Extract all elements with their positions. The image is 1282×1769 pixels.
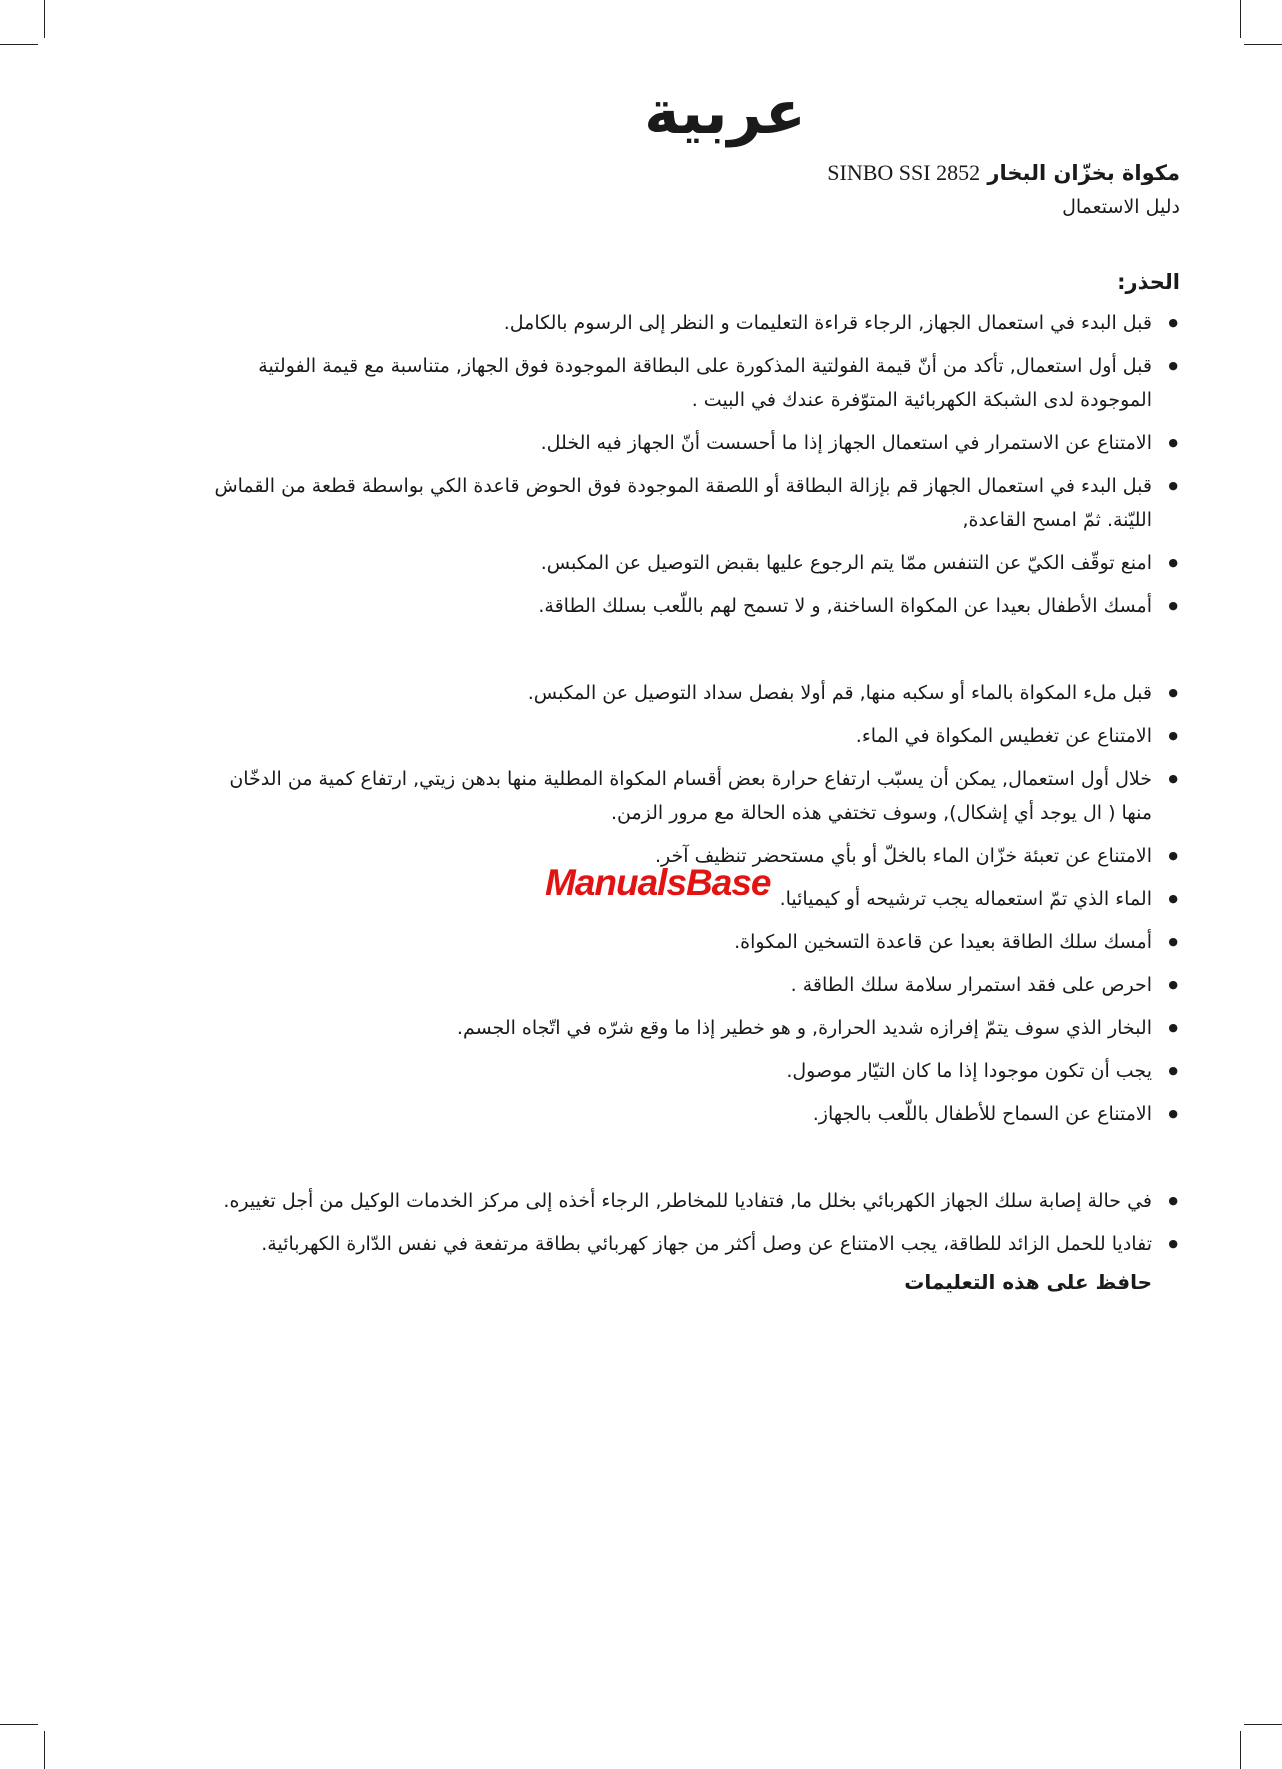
watermark-logo: ManualsBase — [545, 862, 771, 903]
product-line — [200, 160, 1180, 186]
manual-subtitle: دليل الاستعمال — [1062, 196, 1180, 218]
crop-mark-bottom-right-h — [1244, 1724, 1282, 1725]
warning-heading: الحذر: — [1117, 270, 1180, 294]
list-item: ● الامتناع عن تعبئة خزّان الماء بالخلّ أو بأي مستحضر تنظيف آخر. — [200, 839, 1180, 873]
list-item: ● في حالة إصابة سلك الجهاز الكهربائي بخلل ما, فتفاديا للمخاطر, الرجاء أخذه إلى مركز الخدمات الوكيل من أجل تغييره. — [200, 1184, 1180, 1218]
list-item: ● خلال أول استعمال, يمكن أن يسبّب ارتفاع حرارة بعض أقسام المكواة المطلية منها بدهن زيتي, ارتفاع كمية من الدخّان منها ( ال يوجد أي إشكال), وسوف تختفي هذه الحالة مع مرور الزمن. — [200, 762, 1180, 830]
list-item: ● أمسك الأطفال بعيدا عن المكواة الساخنة, و لا تسمح لهم باللّعب بسلك الطاقة. — [200, 589, 1180, 623]
footer-note: حافظ على هذه التعليمات — [904, 1270, 1152, 1294]
crop-mark-bottom-left — [44, 1731, 45, 1769]
list-item: ● الامتناع عن الاستمرار في استعمال الجهاز إذا ما أحسست أنّ الجهاز فيه الخلل. — [200, 426, 1180, 460]
warning-list-1 — [200, 306, 1180, 623]
list-item: ● يجب أن تكون موجودا إذا ما كان التيّار موصول. — [200, 1054, 1180, 1088]
list-item: ● قبل ملء المكواة بالماء أو سكبه منها, قم أولا بفصل سداد التوصيل عن المكبس. — [200, 676, 1180, 710]
crop-mark-bottom-right — [1240, 1731, 1241, 1769]
list-item: ● الامتناع عن تغطيس المكواة في الماء. — [200, 719, 1180, 753]
warning-list-3 — [200, 1184, 1180, 1261]
crop-mark-bottom-left-h — [0, 1724, 38, 1725]
list-item: ● قبل أول استعمال, تأكد من أنّ قيمة الفولتية المذكورة على البطاقة الموجودة فوق الجهاز, متناسبة مع قيمة الفولتية الموجودة لدى الشبكة الكهربائية المتوّفرة عندك في البيت . — [200, 349, 1180, 417]
crop-mark-top-right — [1240, 0, 1241, 38]
spacer — [200, 1140, 1180, 1184]
list-item: ● امنع توقّف الكيّ عن التنفس ممّا يتم الرجوع عليها بقبض التوصيل عن المكبس. — [200, 546, 1180, 580]
spacer — [200, 632, 1180, 676]
list-item: ● الماء الذي تمّ استعماله يجب ترشيحه أو كيميائيا. — [200, 882, 1180, 916]
page-title: عربية — [644, 78, 806, 148]
crop-mark-top-left-h — [0, 44, 38, 45]
list-item: ● أمسك سلك الطاقة بعيدا عن قاعدة التسخين المكواة. — [200, 925, 1180, 959]
list-item: ● قبل البدء في استعمال الجهاز, الرجاء قراءة التعليمات و النظر إلى الرسوم بالكامل. — [200, 306, 1180, 340]
list-item: ● تفاديا للحمل الزائد للطاقة، يجب الامتناع عن وصل أكثر من جهاز كهربائي بطاقة مرتفعة في نفس الدّارة الكهربائية. — [200, 1227, 1180, 1261]
product-name: مكواة بخزّان البخار — [987, 161, 1180, 185]
crop-mark-top-right-h — [1244, 44, 1282, 45]
list-item: ● قبل البدء في استعمال الجهاز قم بإزالة البطاقة أو اللصقة الموجودة فوق الحوض قاعدة الكي بواسطة قطعة من القماش الليّنة. ثمّ امسح القاعدة, — [200, 469, 1180, 537]
product-model: SINBO SSI 2852 — [827, 160, 981, 185]
list-item: ● احرص على فقد استمرار سلامة سلك الطاقة . — [200, 968, 1180, 1002]
list-item: ● الامتناع عن السماح للأطفال باللّعب بالجهاز. — [200, 1097, 1180, 1131]
document-page — [200, 80, 1180, 1294]
list-item: ● البخار الذي سوف يتمّ إفرازه شديد الحرارة, و هو خطير إذا ما وقع شرّه في اتّجاه الجسم. — [200, 1011, 1180, 1045]
crop-mark-top-left — [44, 0, 45, 38]
